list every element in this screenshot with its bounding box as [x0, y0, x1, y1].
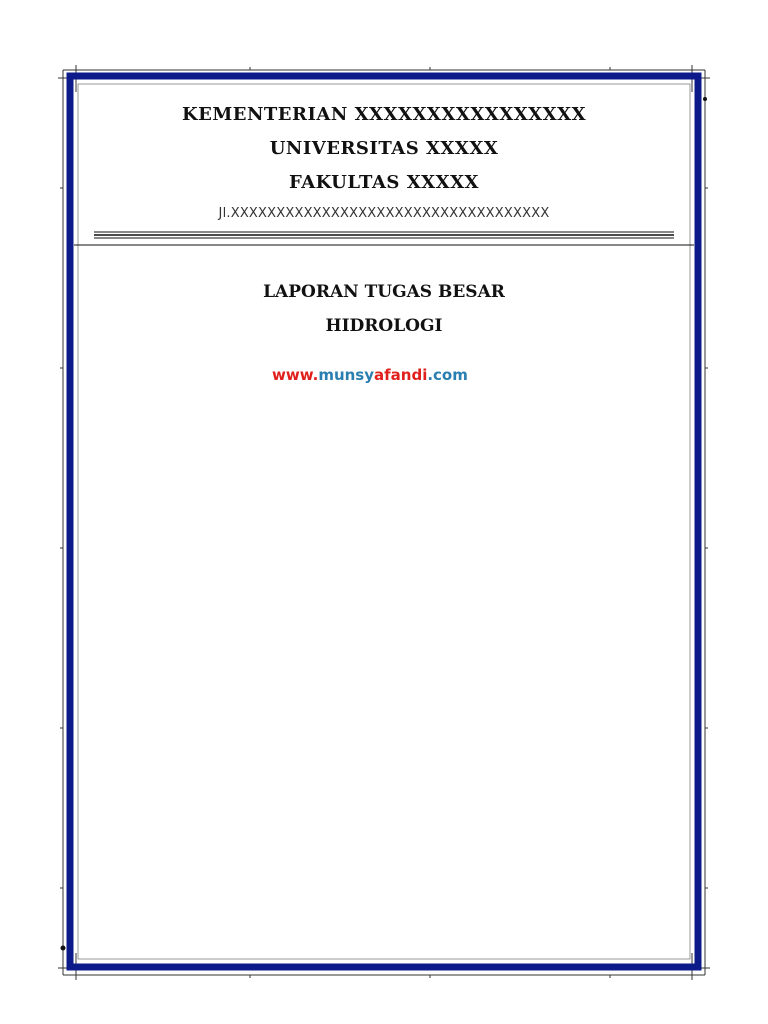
website-link[interactable]	[272, 366, 468, 384]
corner-dot-bottom-left	[61, 946, 66, 951]
university-name: UNIVERSITAS XXXXX	[269, 138, 499, 159]
website-name-part1: munsy	[318, 366, 375, 384]
address-line: Jl.XXXXXXXXXXXXXXXXXXXXXXXXXXXXXXXXXXX	[218, 206, 550, 221]
ministry-name: KEMENTERIAN XXXXXXXXXXXXXXXX	[181, 104, 587, 125]
website-suffix: .com	[427, 366, 468, 384]
website-prefix: www.	[272, 366, 319, 384]
faculty-name: FAKULTAS XXXXX	[288, 172, 480, 193]
corner-dot-top-right	[703, 97, 707, 101]
website-name-part2: afandi	[374, 366, 428, 384]
header-separator	[74, 232, 694, 245]
report-title: LAPORAN TUGAS BESAR	[263, 282, 505, 302]
course-title: HIDROLOGI	[325, 316, 443, 336]
corner-guides	[58, 65, 710, 980]
